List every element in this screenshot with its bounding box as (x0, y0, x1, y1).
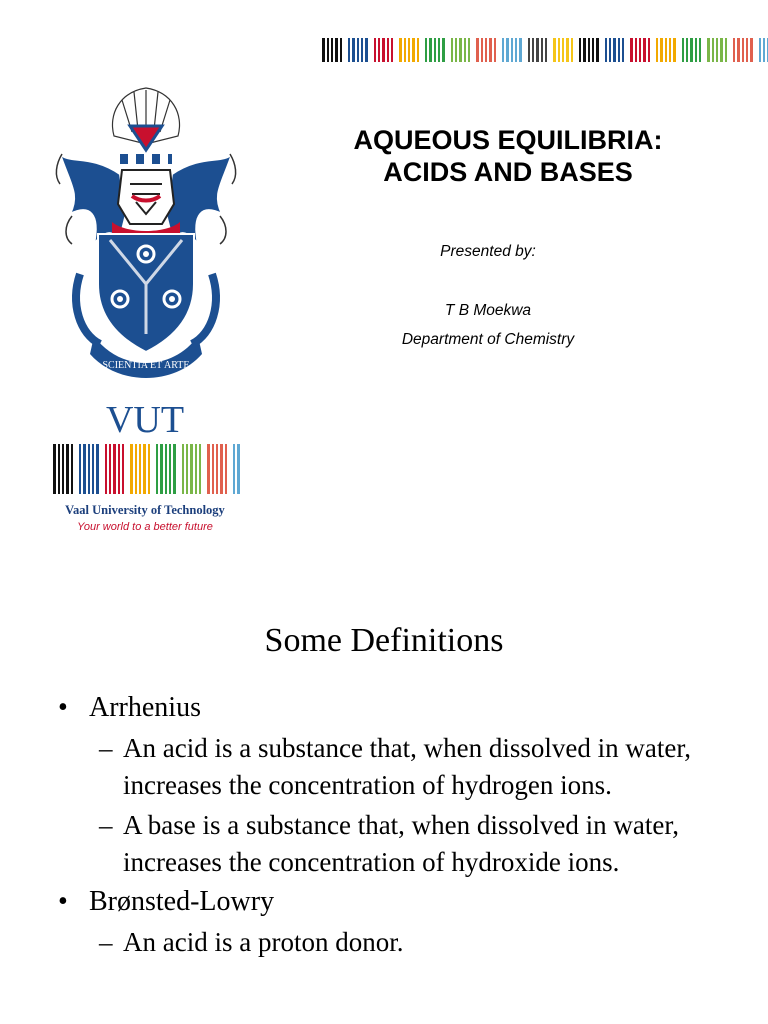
barcode-stripe (695, 38, 697, 62)
barcode-stripe (707, 38, 710, 62)
barcode-stripe (541, 38, 543, 62)
barcode-stripe (630, 38, 633, 62)
barcode-stripe (378, 38, 380, 62)
barcode-stripe (592, 38, 594, 62)
barcode-stripe (225, 444, 227, 494)
barcode-stripe (605, 38, 607, 62)
barcode-stripe (122, 444, 124, 494)
barcode-stripe (220, 444, 223, 494)
bullet-marker: • (58, 886, 68, 917)
barcode-stripe (212, 444, 214, 494)
barcode-stripe (139, 444, 141, 494)
barcode-stripe (434, 38, 436, 62)
barcode-stripe (118, 444, 120, 494)
barcode-stripe (53, 444, 56, 494)
slide-definitions (0, 585, 768, 1024)
sub-bullet-item (58, 730, 718, 803)
barcode-stripe (156, 444, 158, 494)
barcode-stripe (669, 38, 671, 62)
barcode-stripe (79, 444, 81, 494)
barcode-stripe (660, 38, 663, 62)
bullet-item (58, 690, 718, 726)
sub-bullet-marker: – (99, 810, 113, 840)
barcode-stripe (515, 38, 517, 62)
barcode-stripe (387, 38, 389, 62)
barcode-stripe (237, 444, 240, 494)
university-tagline: Your world to a better future (77, 521, 213, 533)
barcode-stripe (105, 444, 107, 494)
barcode-stripe (382, 38, 385, 62)
barcode-stripe (511, 38, 513, 62)
title-line-1: AQUEOUS EQUILIBRIA: (353, 125, 663, 155)
barcode-stripe (66, 444, 69, 494)
barcode-stripe (545, 38, 547, 62)
barcode-stripe (438, 38, 440, 62)
barcode-stripe (716, 38, 718, 62)
barcode-stripe (374, 38, 376, 62)
university-name: Vaal University of Technology (65, 503, 225, 517)
barcode-stripe (216, 444, 218, 494)
barcode-stripe (742, 38, 744, 62)
barcode-stripe (58, 444, 60, 494)
barcode-stripe (579, 38, 581, 62)
barcode-stripe (429, 38, 432, 62)
barcode-stripe (502, 38, 504, 62)
barcode-stripe (186, 444, 188, 494)
barcode-stripe (195, 444, 197, 494)
sub-bullet-marker: – (99, 733, 113, 763)
barcode-stripe (135, 444, 137, 494)
barcode-stripe (489, 38, 492, 62)
barcode-stripe (327, 38, 329, 62)
barcode-stripe (763, 38, 765, 62)
logo-abbreviation: VUT (105, 399, 185, 441)
barcode-stripe (532, 38, 534, 62)
barcode-stripe (596, 38, 599, 62)
barcode-stripe (690, 38, 693, 62)
barcode-stripe (583, 38, 586, 62)
sub-bullet-item (58, 807, 718, 880)
barcode-stripe (699, 38, 701, 62)
barcode-stripe (361, 38, 363, 62)
barcode-stripe (425, 38, 427, 62)
sub-bullet-text: An acid is a substance that, when dissolved in water, increases the concentration of hydrogen ions. (123, 733, 692, 800)
barcode-stripe (83, 444, 86, 494)
barcode-stripe (494, 38, 496, 62)
barcode-stripe (92, 444, 94, 494)
barcode-stripe (682, 38, 684, 62)
barcode-stripe (648, 38, 650, 62)
barcode-stripe (686, 38, 688, 62)
barcode-stripe (391, 38, 393, 62)
logo-barcode-stripes (53, 444, 239, 494)
barcode-stripe (618, 38, 620, 62)
barcode-stripe (588, 38, 590, 62)
barcode-stripe (566, 38, 569, 62)
barcode-stripe (673, 38, 676, 62)
barcode-stripe (481, 38, 483, 62)
barcode-stripe (143, 444, 146, 494)
barcode-stripe (468, 38, 470, 62)
barcode-stripe (553, 38, 556, 62)
presented-by-label: Presented by: (440, 243, 536, 260)
barcode-stripe (720, 38, 723, 62)
barcode-stripe (639, 38, 641, 62)
barcode-stripe (536, 38, 539, 62)
barcode-stripe (737, 38, 740, 62)
bullet-marker: • (58, 692, 68, 723)
barcode-stripe (417, 38, 419, 62)
barcode-stripe (62, 444, 64, 494)
barcode-stripe (750, 38, 753, 62)
barcode-stripe (558, 38, 560, 62)
barcode-stripe (656, 38, 658, 62)
bullet-list (58, 690, 718, 965)
barcode-stripe (199, 444, 201, 494)
barcode-stripe (635, 38, 637, 62)
barcode-stripe (322, 38, 325, 62)
barcode-stripe (113, 444, 116, 494)
barcode-stripe (399, 38, 402, 62)
barcode-stripe (173, 444, 176, 494)
bullet-item (58, 884, 718, 920)
barcode-stripe (109, 444, 111, 494)
barcode-stripe (412, 38, 415, 62)
barcode-stripes-top (322, 38, 768, 62)
barcode-stripe (148, 444, 150, 494)
barcode-stripe (233, 444, 235, 494)
title-line-2: ACIDS AND BASES (383, 157, 633, 187)
barcode-stripe (643, 38, 646, 62)
barcode-stripe (169, 444, 171, 494)
barcode-stripe (464, 38, 466, 62)
barcode-stripe (746, 38, 748, 62)
presenter-name: T B Moekwa (444, 302, 532, 319)
barcode-stripe (404, 38, 406, 62)
barcode-stripe (759, 38, 761, 62)
barcode-stripe (665, 38, 667, 62)
barcode-stripe (519, 38, 522, 62)
barcode-stripe (408, 38, 410, 62)
department-name: Department of Chemistry (401, 331, 575, 348)
sub-bullet-marker: – (99, 927, 113, 957)
barcode-stripe (165, 444, 167, 494)
barcode-stripe (88, 444, 90, 494)
barcode-stripe (562, 38, 564, 62)
barcode-stripe (733, 38, 735, 62)
barcode-stripe (459, 38, 462, 62)
barcode-stripe (160, 444, 163, 494)
barcode-stripe (365, 38, 368, 62)
barcode-stripe (207, 444, 210, 494)
slide-heading: Some Definitions (264, 622, 504, 659)
presentation-title (300, 124, 716, 188)
barcode-stripe (622, 38, 624, 62)
sub-bullet-text: A base is a substance that, when dissolved in water, increases the concentration of hydroxide ions. (123, 810, 680, 877)
barcode-stripe (71, 444, 73, 494)
bullet-text: Arrhenius (89, 692, 201, 723)
barcode-stripe (609, 38, 611, 62)
crest-motto: SCIENTIA ET ARTE (102, 360, 190, 371)
barcode-stripe (348, 38, 350, 62)
barcode-stripe (613, 38, 616, 62)
barcode-stripe (352, 38, 355, 62)
sub-bullet-text: An acid is a proton donor. (123, 927, 404, 957)
barcode-stripe (485, 38, 487, 62)
barcode-stripe (712, 38, 714, 62)
barcode-stripe (451, 38, 453, 62)
barcode-stripe (455, 38, 457, 62)
barcode-stripe (335, 38, 338, 62)
sub-bullet-item (58, 924, 718, 961)
barcode-stripe (331, 38, 333, 62)
barcode-stripe (357, 38, 359, 62)
barcode-stripe (96, 444, 99, 494)
bullet-text: Brønsted-Lowry (89, 886, 275, 917)
barcode-stripe (506, 38, 509, 62)
barcode-stripe (190, 444, 193, 494)
barcode-stripe (528, 38, 530, 62)
barcode-stripe (130, 444, 133, 494)
barcode-stripe (442, 38, 445, 62)
barcode-stripe (182, 444, 184, 494)
barcode-stripe (571, 38, 573, 62)
barcode-stripe (476, 38, 479, 62)
university-crest-icon (50, 84, 242, 380)
barcode-stripe (725, 38, 727, 62)
barcode-stripe (340, 38, 342, 62)
